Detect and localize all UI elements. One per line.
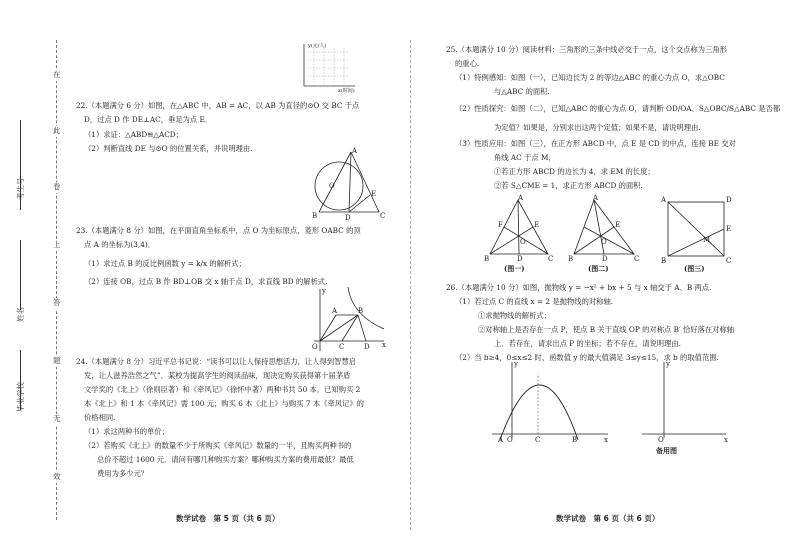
q23-label-D: D bbox=[364, 343, 370, 351]
q26-label-x: x bbox=[604, 436, 608, 444]
exam-no-label: 考生号 bbox=[16, 177, 25, 200]
q26-part-1: （1）若过点 C 的直线 x = 2 是抛物线的对称轴. bbox=[455, 297, 614, 306]
fig2-label-E: E bbox=[615, 221, 621, 229]
school-label: 毕业学校 bbox=[16, 382, 25, 412]
q26-spare-label-x: x bbox=[724, 436, 728, 444]
fig3-label-D: D bbox=[726, 196, 732, 204]
q25-part-3a: （3）性质应用：如图（三），在正方形 ABCD 中，点 E 是 CD 的中点，连接 BE 交对 bbox=[455, 139, 736, 148]
q26-label-A: A bbox=[498, 436, 504, 444]
q22-figure bbox=[305, 148, 395, 220]
seal-char: 答 bbox=[53, 298, 61, 307]
q23-part-2: （2）连接 OB，过点 B 作 BD⊥OB 交 x 轴于点 D，求直线 BD 的解析式. bbox=[84, 277, 328, 286]
q26-part-1b2: 上．若存在，请求出点 P 的坐标；若不存在，请说明理由. bbox=[494, 339, 681, 348]
fig2-label-O: O bbox=[601, 238, 607, 246]
q23-stem-1: 23.（本题满分 8 分）如图，在平面直角坐标系中，点 O 为坐标原点，菱形 OABC 的顶 bbox=[76, 226, 361, 235]
fig1-label-O: O bbox=[520, 238, 526, 246]
q23-stem-2: 点 A 的坐标为(3,4)． bbox=[84, 240, 155, 249]
top-graph-ylabel: y(元/人) bbox=[308, 43, 327, 49]
q23-part-1: （1）求过点 B 的反比例函数 y = k/x 的解析式； bbox=[84, 259, 246, 268]
q23-label-O: O bbox=[312, 343, 318, 351]
q25-figure-3 bbox=[661, 196, 734, 273]
seal-char: 卷 bbox=[53, 182, 61, 191]
fig1-label-B: B bbox=[484, 255, 490, 263]
q23-label-A: A bbox=[332, 307, 338, 315]
q26-spare-label-O: O bbox=[658, 436, 664, 444]
footer-left: 数学试卷 第 5 页（共 6 页） bbox=[176, 514, 280, 523]
q22-label-A: A bbox=[352, 147, 358, 155]
fig1-label-D: D bbox=[517, 255, 523, 263]
fig1-label-F: F bbox=[498, 221, 503, 229]
q23-label-x: x bbox=[382, 341, 386, 349]
q22-label-D: D bbox=[345, 214, 351, 222]
fig3-caption: (图三) bbox=[684, 264, 705, 273]
q24-line-5: 价格相同. bbox=[84, 413, 116, 422]
school-blank[interactable] bbox=[20, 350, 21, 410]
q22-part-1: （1）求证：△ABD≌△ACD； bbox=[84, 130, 183, 139]
q24-line-4: 本《北上》和 1 本《牵风记》需 100 元；购买 6 本《北上》与购买 7 本《牵风记》的 bbox=[84, 399, 364, 408]
q25-part-1b: 与△ABC 的面积. bbox=[494, 87, 550, 96]
q25-line-1: 25.（本题满分 10 分）阅读材料：三角形的三条中线必交于一点，这个交点称为三角形 bbox=[446, 45, 727, 54]
q26-part-1b1: ②对称轴上是否存在一点 P，使点 B 关于直线 OP 的对称点 B′ 恰好落在对称轴 bbox=[478, 325, 735, 334]
fig1-label-E: E bbox=[534, 221, 540, 229]
name-label: 姓名 bbox=[16, 307, 25, 322]
fig2-caption: (图二) bbox=[588, 264, 609, 273]
seal-char: 在 bbox=[53, 70, 61, 79]
seal-char: 题 bbox=[53, 356, 61, 365]
q25-part-3b: 角线 AC 于点 M． bbox=[494, 153, 556, 162]
q25-part-3d: ②若 S△CME = 1，求正方形 ABCD 的面积. bbox=[494, 181, 643, 190]
fig2-label-D: D bbox=[602, 255, 608, 263]
q25-figure-1 bbox=[484, 194, 554, 273]
seal-char: 此 bbox=[53, 126, 61, 135]
q24-line-1: 24.（本题满分 8 分）习近平总书记说：“读书可以让人保持思想活力，让人得到智慧启 bbox=[76, 357, 357, 366]
fig3-label-M: M bbox=[703, 236, 711, 244]
q25-figure-2 bbox=[568, 194, 640, 273]
fig3-label-E: E bbox=[726, 225, 732, 233]
fig1-caption: (图一) bbox=[504, 264, 525, 273]
page-divider bbox=[410, 40, 411, 530]
q24-line-2: 发，让人滋养浩然之气”．某校为提高学生的阅读品味，现决定购买获得第十届茅盾 bbox=[84, 371, 351, 380]
q25-part-1a: （1）特例感知：如图（一），已知边长为 2 的等边△ABC 的重心为点 O，求△OBC bbox=[455, 73, 725, 82]
q24-line-3: 文学奖的《北上》（徐则臣著）和《牵风记》（徐怀中著）两种书共 50 本．已知购买 2 bbox=[84, 385, 361, 394]
q26-line-1: 26.（本题满分 10 分）如图，抛物线 y = −x² + bx + 5 与 x 轴交于 A、B 两点. bbox=[446, 283, 712, 292]
q26-part-1a: ①求抛物线的解析式； bbox=[478, 311, 551, 320]
q22-stem-1: 22.（本题满分 6 分）如图，在△ABC 中，AB = AC，以 AB 为直径的⊙O 交 BC 于点 bbox=[76, 101, 360, 110]
q26-spare-figure bbox=[640, 360, 730, 455]
q26-spare-label-y: y bbox=[666, 360, 670, 368]
fig1-label-C: C bbox=[548, 255, 554, 263]
q26-spare-caption: 备用图 bbox=[656, 446, 677, 455]
q23-label-C: C bbox=[339, 343, 345, 351]
exam-no-blank[interactable] bbox=[20, 120, 21, 210]
q26-part-2: （2）当 b≥4，0≤x≤2 时，函数值 y 的最大值满足 3≤y≤15，求 b 的取值范围. bbox=[455, 353, 719, 362]
q26-label-B: B bbox=[572, 436, 578, 444]
top-grid-graph bbox=[300, 42, 360, 92]
q25-part-2b: 为定值？如果是，分别求出这两个定值；如果不是，请说明理由. bbox=[494, 123, 701, 132]
fig2-label-C: C bbox=[634, 255, 640, 263]
top-graph-xlabel: x(时间) bbox=[338, 88, 355, 94]
fig2-label-B: B bbox=[568, 255, 574, 263]
fig3-label-A: A bbox=[661, 196, 667, 204]
q25-line-2: 的重心. bbox=[455, 59, 480, 68]
q26-figure bbox=[490, 360, 610, 444]
q25-part-3c: ①若正方形 ABCD 的边长为 4，求 EM 的长度； bbox=[494, 167, 655, 176]
q23-label-y: y bbox=[322, 287, 326, 295]
q22-label-B: B bbox=[312, 212, 318, 220]
q22-label-O: O bbox=[329, 182, 335, 190]
fig1-label-A: A bbox=[518, 194, 524, 202]
q24-part-1: （1）求这两种书的单价； bbox=[84, 427, 169, 436]
q26-label-O: O bbox=[507, 436, 513, 444]
name-blank[interactable] bbox=[20, 240, 21, 310]
seal-char: 上 bbox=[53, 240, 61, 249]
q23-label-B: B bbox=[358, 307, 364, 315]
seal-char: 效 bbox=[53, 472, 61, 481]
q22-stem-2: D，过点 D 作 DE⊥AC，垂足为点 E． bbox=[84, 115, 213, 124]
q24-part-2c: 费用为多少元？ bbox=[97, 469, 149, 478]
fig2-label-A: A bbox=[593, 194, 599, 202]
q24-part-2a: （2）若购买《北上》的数量不少于所购买《牵风记》数量的一半，且购买两种书的 bbox=[84, 441, 352, 450]
q24-part-2b: 总价不超过 1600 元．请问有哪几种购买方案？哪种购买方案的费用最低？最低 bbox=[97, 455, 354, 464]
footer-right: 数学试卷 第 6 页（共 6 页） bbox=[556, 514, 660, 523]
seal-char: 无 bbox=[53, 414, 61, 423]
q26-label-y: y bbox=[514, 360, 518, 368]
q23-figure bbox=[308, 285, 388, 355]
fig3-label-C: C bbox=[726, 257, 732, 265]
q26-label-C: C bbox=[535, 436, 541, 444]
q25-part-2a: （2）性质探究：如图（二），已知△ABC 的重心为点 O，请判断 OD/OA、S△OBC/S△ABC 是否都 bbox=[455, 104, 781, 113]
binding-line bbox=[56, 40, 57, 520]
fig3-label-B: B bbox=[661, 257, 667, 265]
q22-label-E: E bbox=[371, 190, 377, 198]
q22-label-C: C bbox=[380, 212, 386, 220]
q22-part-2: （2）判断直线 DE 与⊙O 的位置关系，并说明理由. bbox=[84, 144, 253, 153]
